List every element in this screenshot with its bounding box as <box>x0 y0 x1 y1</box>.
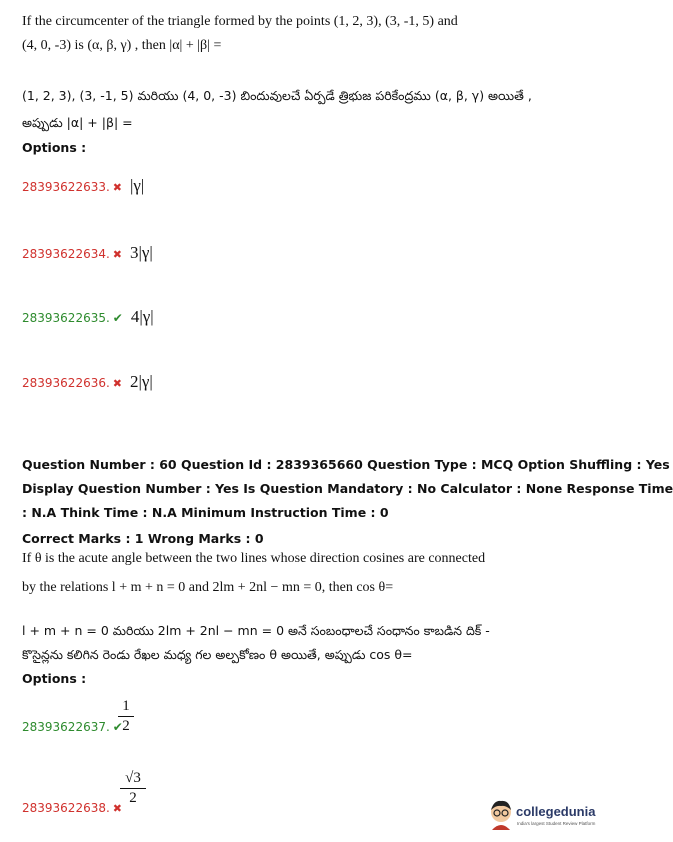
question-text-en-line1: If θ is the acute angle between the two lines whose direction cosines are connected <box>22 551 486 566</box>
logo-tagline: India's largest Student Review Platform <box>517 821 596 826</box>
question-marks: Correct Marks : 1 Wrong Marks : 0 <box>22 531 264 546</box>
question-text-te-line2: అప్పుడు |α| + |β| = <box>22 115 133 130</box>
question-meta-line2: Display Question Number : Yes Is Question Mandatory : No Calculator : None Response Time <box>22 481 673 496</box>
option-row[interactable] <box>22 307 154 327</box>
logo-name: collegedunia <box>516 804 596 819</box>
option-id: 28393622634. <box>22 247 110 261</box>
correct-mark-icon: ✔ <box>112 311 123 325</box>
option-text: 3|γ| <box>130 243 153 262</box>
option-text: 4|γ| <box>130 307 154 326</box>
wrong-mark-icon: ✖ <box>112 248 123 261</box>
option-row[interactable] <box>22 176 144 196</box>
option-fraction <box>120 770 146 807</box>
fraction-numerator: 1 <box>122 698 130 714</box>
wrong-mark-icon: ✖ <box>112 377 123 390</box>
question-text-te-line1: (1, 2, 3), (3, -1, 5) మరియు (4, 0, -3) బిందువులచే ఏర్పడే త్రిభుజ పరికేంద్రము (α, β, γ) అయితే , <box>22 88 532 103</box>
option-id: 28393622636. <box>22 376 110 390</box>
question-text-en-line2: by the relations l + m + n = 0 and 2lm + 2nl − mn = 0, then cos θ= <box>22 580 394 595</box>
wrong-mark-icon: ✖ <box>112 181 123 194</box>
fraction-numerator: √3 <box>125 770 141 786</box>
fraction-denominator: 2 <box>129 790 137 806</box>
option-id: 28393622638. <box>22 801 110 815</box>
fraction-bar <box>120 788 146 789</box>
collegedunia-logo <box>488 800 596 832</box>
option-row[interactable] <box>22 372 153 392</box>
option-text: 2|γ| <box>130 372 153 391</box>
option-id: 28393622633. <box>22 180 110 194</box>
fraction-bar <box>118 716 134 717</box>
option-row[interactable] <box>22 718 123 736</box>
question-meta-line3: : N.A Think Time : N.A Minimum Instruction Time : 0 <box>22 505 389 520</box>
question-text-te-line1: l + m + n = 0 మరియు 2lm + 2nl − mn = 0 అనే సంబంధాలచే సంధానం కాబడిన దిక్ - <box>22 623 490 638</box>
option-id: 28393622635. <box>22 311 110 325</box>
option-row[interactable] <box>22 243 153 263</box>
options-label: Options : <box>22 671 87 686</box>
fraction-denominator: 2 <box>122 718 130 734</box>
question-text-te-line2: కొసైన్లను కలిగిన రెండు రేఖల మధ్య గల అల్పకోణం θ అయితే, అప్పుడు cos θ= <box>22 647 413 662</box>
question-meta-line1: Question Number : 60 Question Id : 2839365660 Question Type : MCQ Option Shuffling : Yes <box>22 457 670 472</box>
wrong-mark-icon: ✖ <box>112 802 123 815</box>
question-text-en-line1: If the circumcenter of the triangle formed by the points (1, 2, 3), (3, -1, 5) and <box>22 14 458 29</box>
option-id: 28393622637. <box>22 720 110 734</box>
option-row[interactable] <box>22 799 122 817</box>
question-text-en-line2: (4, 0, -3) is (α, β, γ) , then |α| + |β| = <box>22 38 222 53</box>
options-label: Options : <box>22 140 87 155</box>
option-text: |γ| <box>130 176 145 195</box>
option-fraction <box>118 698 134 735</box>
correct-mark-icon: ✔ <box>112 720 123 734</box>
mascot-icon <box>488 800 514 830</box>
